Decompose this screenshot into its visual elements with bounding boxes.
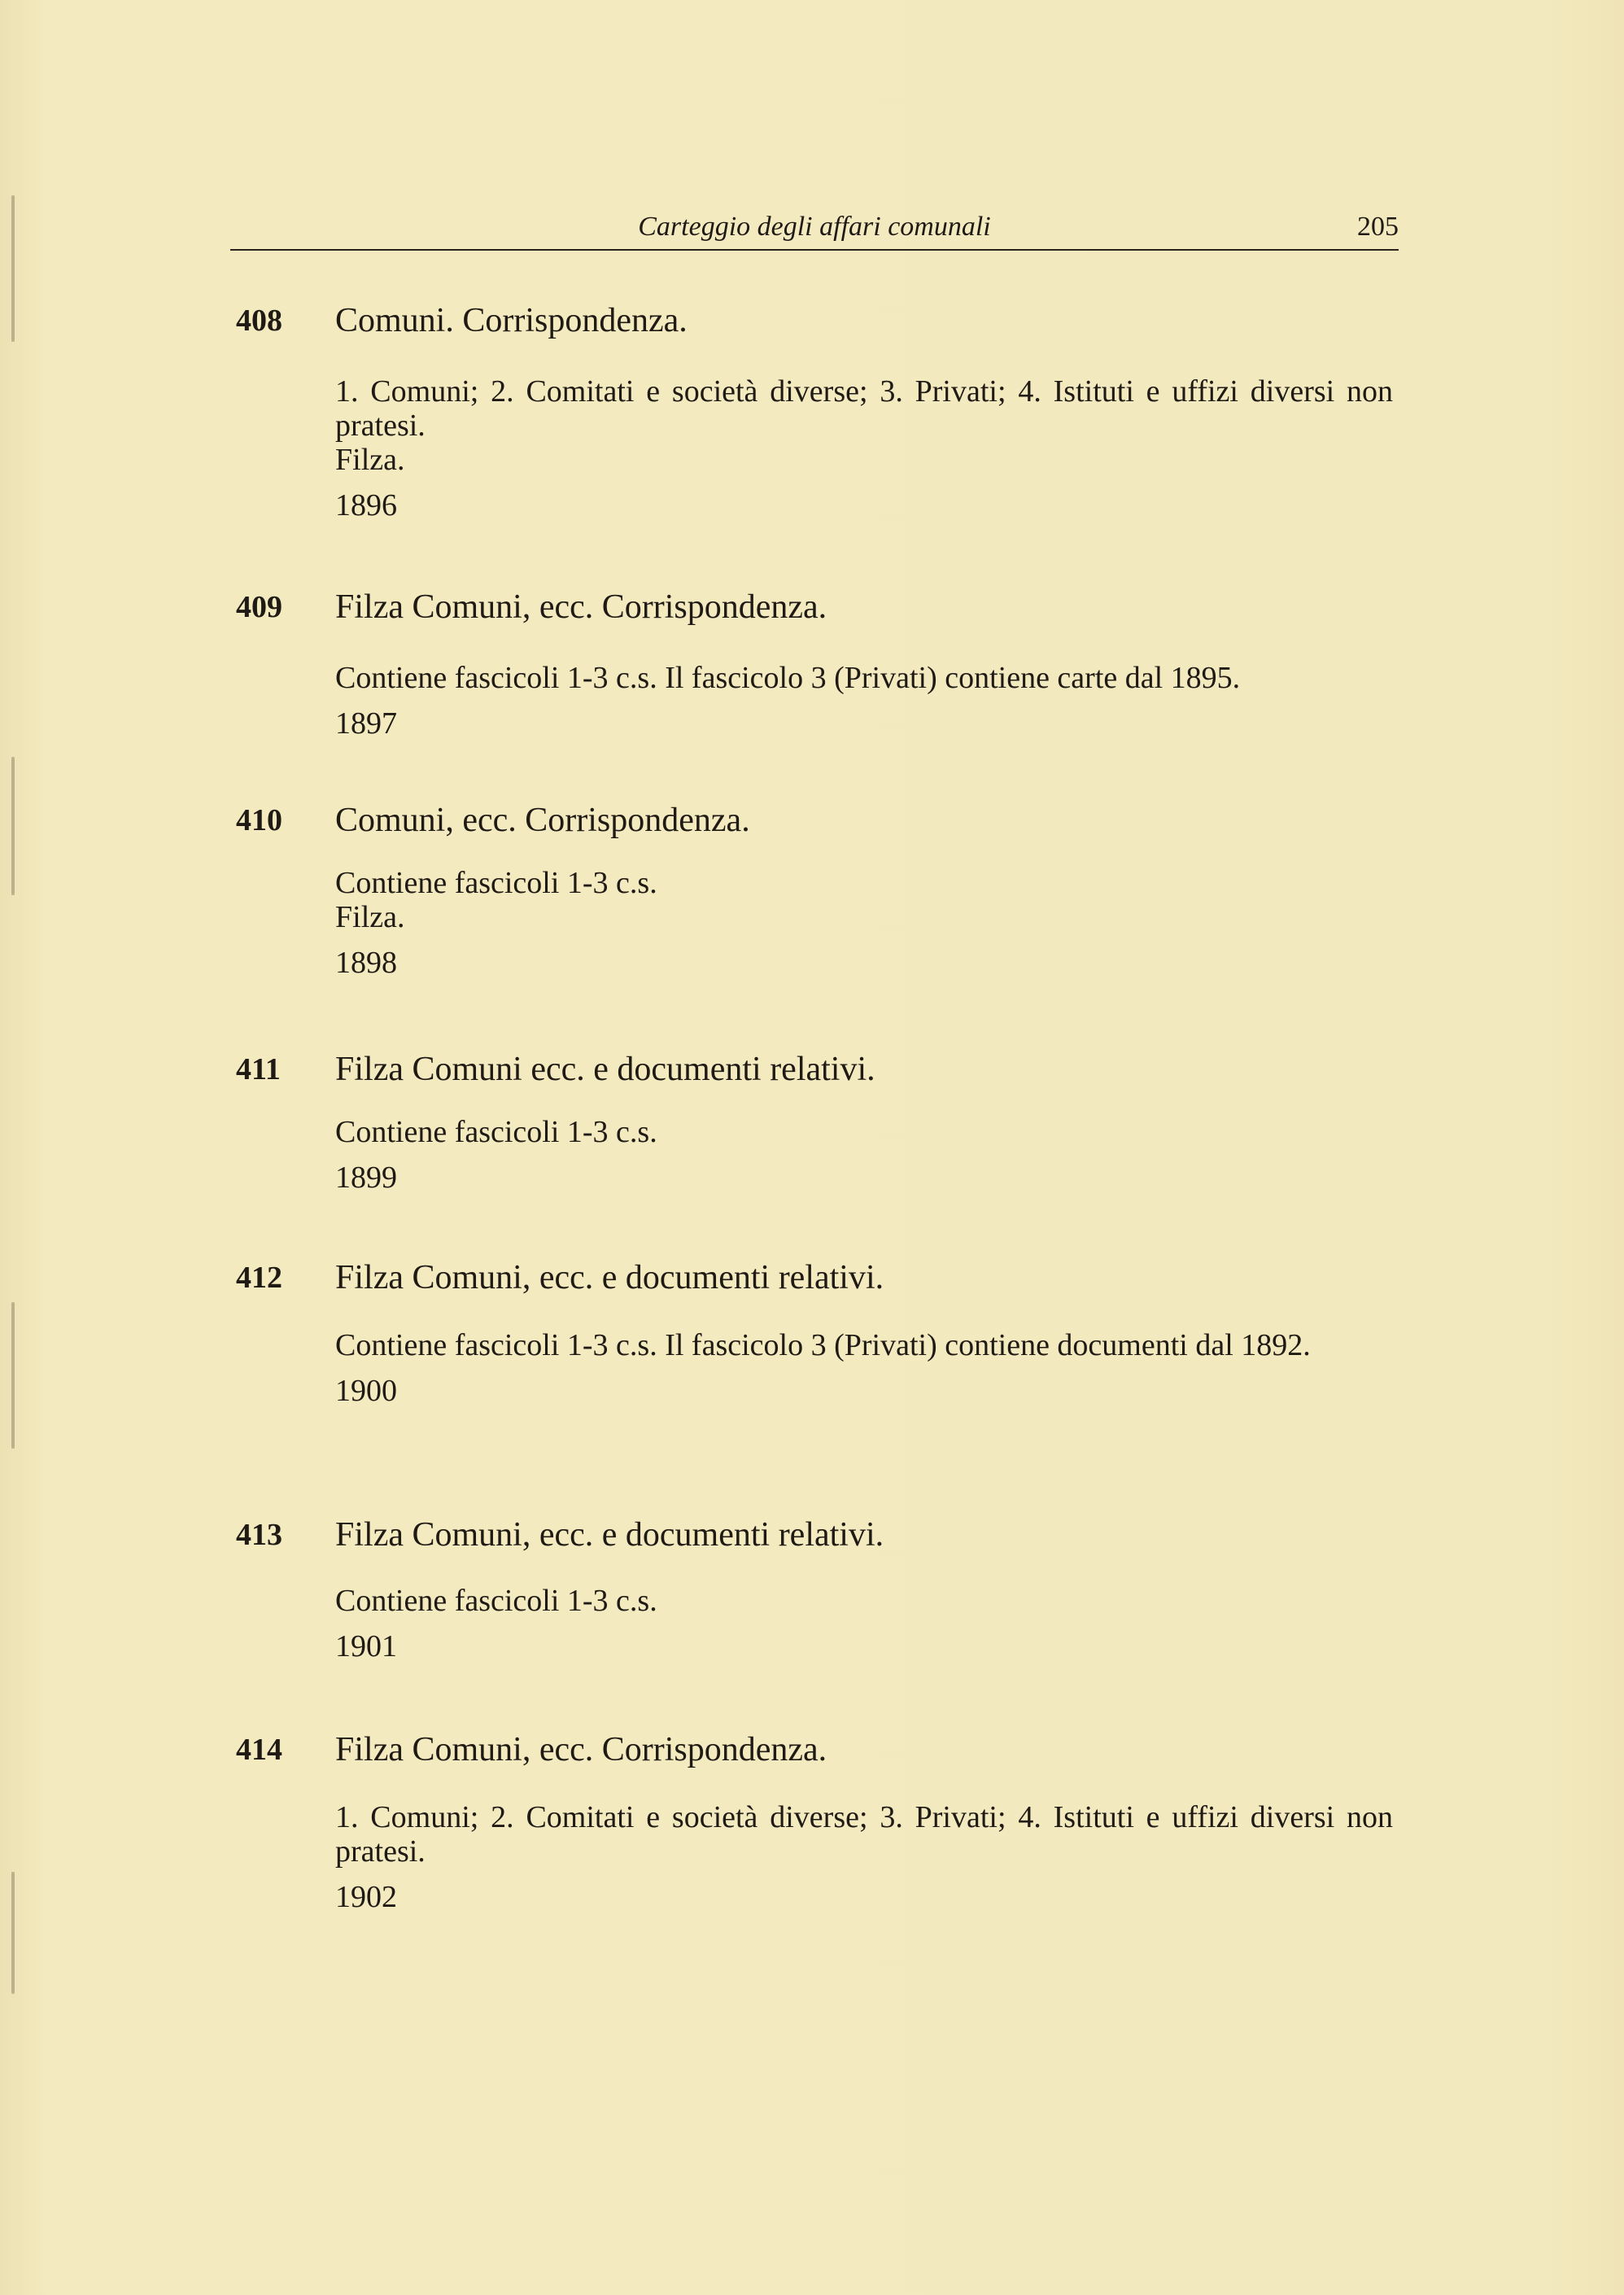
entry-description: Contiene fascicoli 1-3 c.s. Il fascicolo 3 (Privati) contiene carte dal 1895. bbox=[335, 661, 1241, 695]
entry-title: Filza Comuni ecc. e documenti relativi. bbox=[335, 1051, 875, 1088]
page-header bbox=[230, 208, 1399, 251]
entry-date: 1897 bbox=[335, 706, 397, 741]
entry-title: Filza Comuni, ecc. e documenti relativi. bbox=[335, 1259, 884, 1296]
entry-date: 1896 bbox=[335, 488, 397, 522]
entry-title: Filza Comuni, ecc. e documenti relativi. bbox=[335, 1516, 884, 1554]
binding-mark bbox=[11, 1302, 15, 1449]
entry-number: 412 bbox=[236, 1261, 282, 1295]
page-number: 205 bbox=[1357, 212, 1399, 242]
entry-description: 1. Comuni; 2. Comitati e società diverse; 3. Privati; 4. Istituti e uffizi diversi non pratesi. bbox=[335, 1800, 1393, 1869]
entry-number: 410 bbox=[236, 803, 282, 837]
entry-description: Contiene fascicoli 1-3 c.s. bbox=[335, 1584, 657, 1618]
entry-number: 408 bbox=[236, 304, 282, 338]
entry-date: 1899 bbox=[335, 1161, 397, 1195]
entry-body bbox=[335, 1115, 1393, 1195]
entry-format: Filza. bbox=[335, 900, 405, 934]
entry-body bbox=[335, 866, 1393, 980]
entry-number: 409 bbox=[236, 590, 282, 624]
entry-body bbox=[335, 374, 1393, 522]
entry-date: 1900 bbox=[335, 1374, 397, 1408]
entry-body bbox=[335, 1584, 1393, 1663]
entry-description: Contiene fascicoli 1-3 c.s. bbox=[335, 1115, 657, 1149]
entry-body bbox=[335, 661, 1393, 741]
entry-number: 414 bbox=[236, 1733, 282, 1767]
binding-mark bbox=[11, 195, 15, 342]
entry-number: 413 bbox=[236, 1518, 282, 1552]
entry-format: Filza. bbox=[335, 443, 405, 477]
entry-body bbox=[335, 1800, 1393, 1914]
binding-mark bbox=[11, 757, 15, 895]
entry-title: Filza Comuni, ecc. Corrispondenza. bbox=[335, 588, 827, 626]
entry-description: Contiene fascicoli 1-3 c.s. bbox=[335, 866, 657, 900]
entry-body bbox=[335, 1328, 1393, 1408]
entry-description: 1. Comuni; 2. Comitati e società diverse; 3. Privati; 4. Istituti e uffizi diversi non pratesi. bbox=[335, 374, 1393, 443]
entry-title: Comuni. Corrispondenza. bbox=[335, 302, 688, 339]
entry-date: 1901 bbox=[335, 1629, 397, 1663]
entry-number: 411 bbox=[236, 1052, 281, 1086]
entry-description: Contiene fascicoli 1-3 c.s. Il fascicolo 3 (Privati) contiene documenti dal 1892. bbox=[335, 1328, 1311, 1362]
entry-date: 1902 bbox=[335, 1880, 397, 1914]
entry-title: Filza Comuni, ecc. Corrispondenza. bbox=[335, 1731, 827, 1768]
entry-title: Comuni, ecc. Corrispondenza. bbox=[335, 802, 750, 839]
running-title: Carteggio degli affari comunali bbox=[638, 212, 991, 242]
binding-mark bbox=[11, 1872, 15, 1994]
entry-date: 1898 bbox=[335, 946, 397, 980]
